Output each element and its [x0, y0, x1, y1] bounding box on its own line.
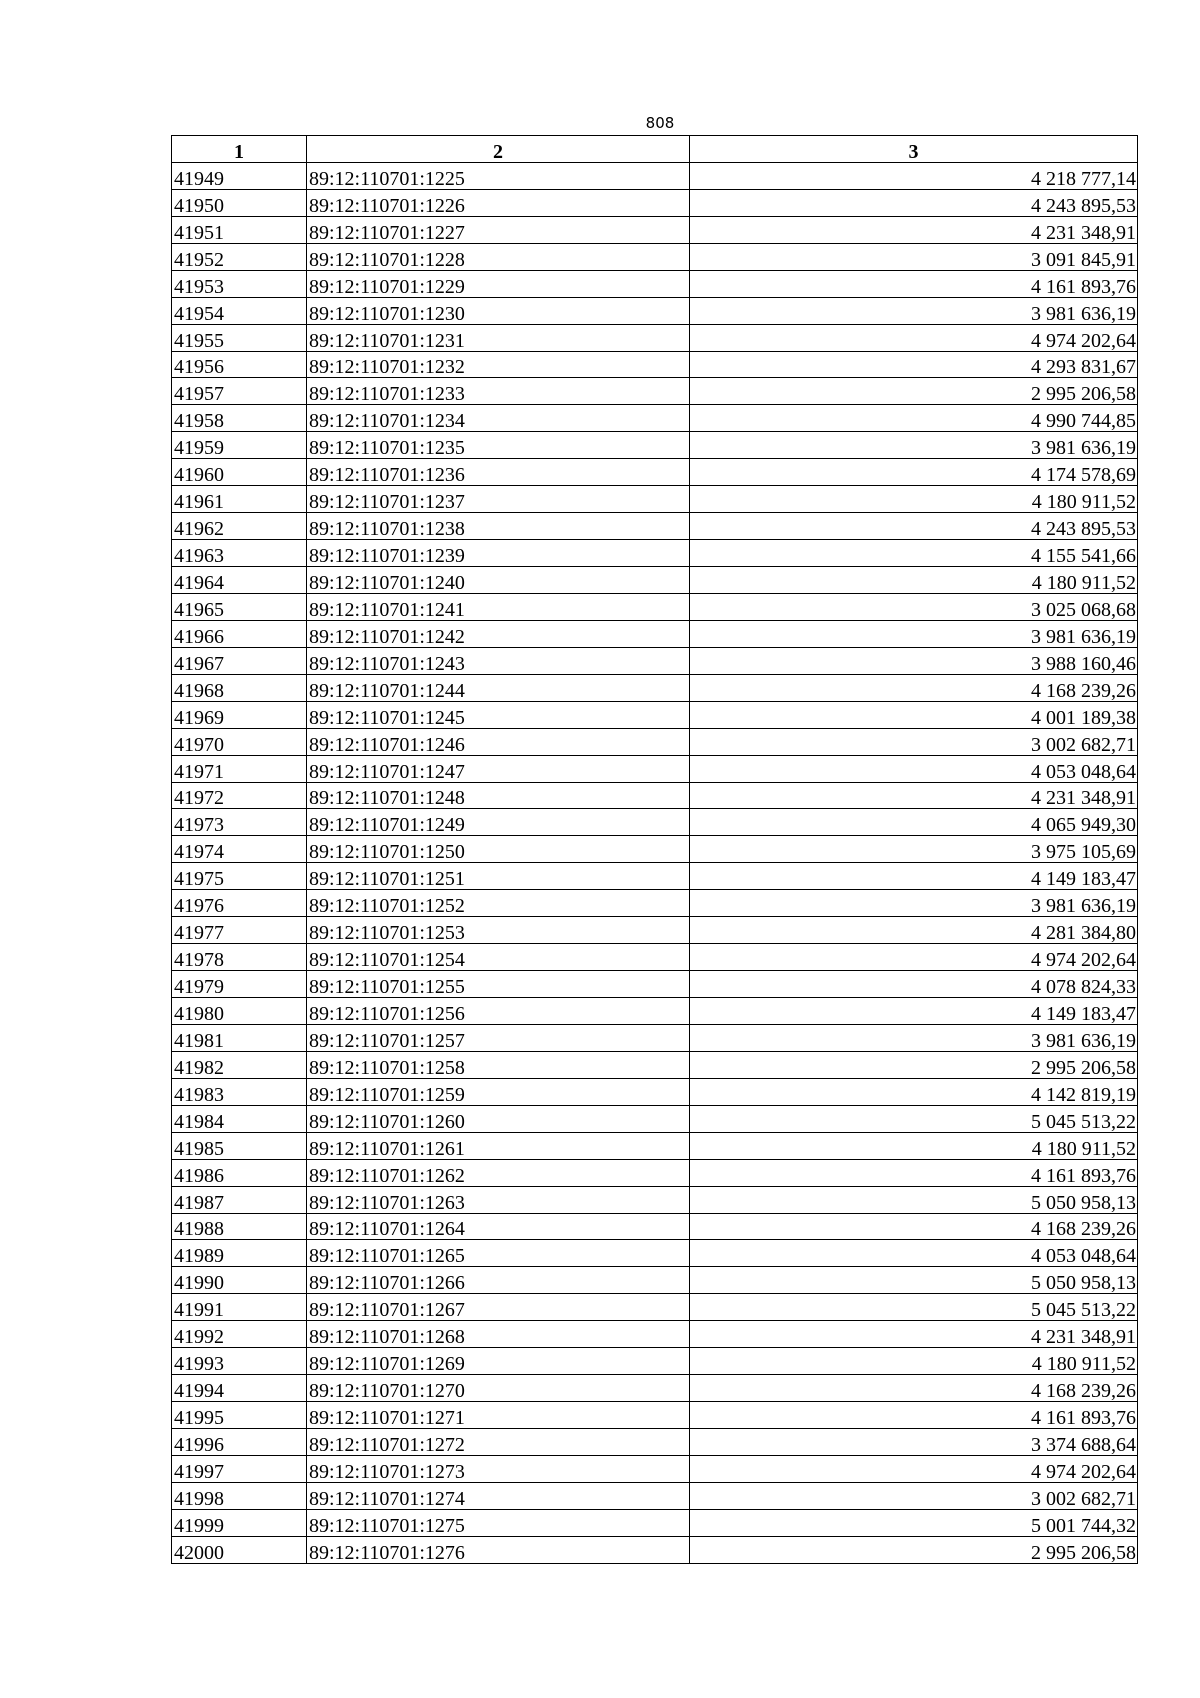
value-cell: 3 981 636,19 — [690, 620, 1138, 647]
value-cell: 4 231 348,91 — [690, 216, 1138, 243]
row-number-cell: 41964 — [172, 567, 307, 594]
row-number-cell: 41985 — [172, 1132, 307, 1159]
cadastral-number-cell: 89:12:110701:1245 — [307, 701, 690, 728]
row-number-cell: 41991 — [172, 1294, 307, 1321]
value-cell: 4 174 578,69 — [690, 459, 1138, 486]
value-cell: 4 142 819,19 — [690, 1078, 1138, 1105]
cadastral-number-cell: 89:12:110701:1264 — [307, 1213, 690, 1240]
value-cell: 4 065 949,30 — [690, 809, 1138, 836]
table-row — [172, 917, 1138, 944]
row-number-cell: 41997 — [172, 1455, 307, 1482]
value-cell: 3 091 845,91 — [690, 243, 1138, 270]
cadastral-number-cell: 89:12:110701:1265 — [307, 1240, 690, 1267]
table-row — [172, 324, 1138, 351]
row-number-cell: 41965 — [172, 593, 307, 620]
row-number-cell: 41953 — [172, 270, 307, 297]
cadastral-number-cell: 89:12:110701:1262 — [307, 1159, 690, 1186]
value-cell: 3 988 160,46 — [690, 647, 1138, 674]
row-number-cell: 41975 — [172, 863, 307, 890]
table-row — [172, 1051, 1138, 1078]
table-row — [172, 432, 1138, 459]
table-row — [172, 1186, 1138, 1213]
row-number-cell: 41954 — [172, 297, 307, 324]
cadastral-number-cell: 89:12:110701:1256 — [307, 998, 690, 1025]
table-body — [172, 162, 1138, 1563]
value-cell: 3 981 636,19 — [690, 1024, 1138, 1051]
table-row — [172, 890, 1138, 917]
value-cell: 5 050 958,13 — [690, 1267, 1138, 1294]
value-cell: 3 981 636,19 — [690, 890, 1138, 917]
table-row — [172, 216, 1138, 243]
table-row — [172, 1482, 1138, 1509]
row-number-cell: 41978 — [172, 944, 307, 971]
value-cell: 5 045 513,22 — [690, 1294, 1138, 1321]
value-cell: 4 974 202,64 — [690, 324, 1138, 351]
row-number-cell: 41957 — [172, 378, 307, 405]
value-cell: 3 374 688,64 — [690, 1429, 1138, 1456]
cadastral-number-cell: 89:12:110701:1274 — [307, 1482, 690, 1509]
header-row — [172, 136, 1138, 163]
value-cell: 4 180 911,52 — [690, 567, 1138, 594]
cadastral-number-cell: 89:12:110701:1266 — [307, 1267, 690, 1294]
table-row — [172, 701, 1138, 728]
value-cell: 4 293 831,67 — [690, 351, 1138, 378]
cadastral-number-cell: 89:12:110701:1232 — [307, 351, 690, 378]
row-number-cell: 41963 — [172, 540, 307, 567]
cadastral-number-cell: 89:12:110701:1258 — [307, 1051, 690, 1078]
table-row — [172, 459, 1138, 486]
row-number-cell: 41952 — [172, 243, 307, 270]
row-number-cell: 41949 — [172, 162, 307, 189]
table-row — [172, 1402, 1138, 1429]
cadastral-number-cell: 89:12:110701:1227 — [307, 216, 690, 243]
value-cell: 4 231 348,91 — [690, 1321, 1138, 1348]
table-row — [172, 1348, 1138, 1375]
row-number-cell: 41971 — [172, 755, 307, 782]
value-cell: 4 243 895,53 — [690, 189, 1138, 216]
cadastral-number-cell: 89:12:110701:1246 — [307, 728, 690, 755]
table-row — [172, 243, 1138, 270]
cadastral-number-cell: 89:12:110701:1225 — [307, 162, 690, 189]
row-number-cell: 42000 — [172, 1536, 307, 1563]
cadastral-number-cell: 89:12:110701:1269 — [307, 1348, 690, 1375]
value-cell: 4 078 824,33 — [690, 971, 1138, 998]
column-header-1: 1 — [172, 136, 307, 163]
value-cell: 4 218 777,14 — [690, 162, 1138, 189]
cadastral-number-cell: 89:12:110701:1234 — [307, 405, 690, 432]
value-cell: 4 053 048,64 — [690, 755, 1138, 782]
table-row — [172, 863, 1138, 890]
value-cell: 4 281 384,80 — [690, 917, 1138, 944]
cadastral-number-cell: 89:12:110701:1271 — [307, 1402, 690, 1429]
value-cell: 3 025 068,68 — [690, 593, 1138, 620]
table-row — [172, 1078, 1138, 1105]
page-number: 808 — [645, 114, 675, 132]
row-number-cell: 41972 — [172, 782, 307, 809]
column-header-2: 2 — [307, 136, 690, 163]
value-cell: 4 990 744,85 — [690, 405, 1138, 432]
value-cell: 3 002 682,71 — [690, 1482, 1138, 1509]
cadastral-number-cell: 89:12:110701:1263 — [307, 1186, 690, 1213]
value-cell: 4 053 048,64 — [690, 1240, 1138, 1267]
value-cell: 3 981 636,19 — [690, 297, 1138, 324]
row-number-cell: 41983 — [172, 1078, 307, 1105]
table-row — [172, 1509, 1138, 1536]
cadastral-number-cell: 89:12:110701:1272 — [307, 1429, 690, 1456]
value-cell: 4 149 183,47 — [690, 998, 1138, 1025]
cadastral-number-cell: 89:12:110701:1242 — [307, 620, 690, 647]
row-number-cell: 41992 — [172, 1321, 307, 1348]
value-cell: 2 995 206,58 — [690, 378, 1138, 405]
table-row — [172, 1321, 1138, 1348]
cadastral-number-cell: 89:12:110701:1238 — [307, 513, 690, 540]
cadastral-number-cell: 89:12:110701:1260 — [307, 1105, 690, 1132]
value-cell: 4 001 189,38 — [690, 701, 1138, 728]
row-number-cell: 41974 — [172, 836, 307, 863]
row-number-cell: 41999 — [172, 1509, 307, 1536]
cadastral-number-cell: 89:12:110701:1239 — [307, 540, 690, 567]
value-cell: 4 243 895,53 — [690, 513, 1138, 540]
row-number-cell: 41986 — [172, 1159, 307, 1186]
table-row — [172, 405, 1138, 432]
table-row — [172, 162, 1138, 189]
table-row — [172, 378, 1138, 405]
table-row — [172, 620, 1138, 647]
cadastral-number-cell: 89:12:110701:1267 — [307, 1294, 690, 1321]
table-row — [172, 1105, 1138, 1132]
value-cell: 4 161 893,76 — [690, 1159, 1138, 1186]
value-cell: 4 231 348,91 — [690, 782, 1138, 809]
value-cell: 4 974 202,64 — [690, 1455, 1138, 1482]
cadastral-number-cell: 89:12:110701:1257 — [307, 1024, 690, 1051]
table-row — [172, 755, 1138, 782]
row-number-cell: 41990 — [172, 1267, 307, 1294]
cadastral-number-cell: 89:12:110701:1235 — [307, 432, 690, 459]
row-number-cell: 41955 — [172, 324, 307, 351]
row-number-cell: 41967 — [172, 647, 307, 674]
table-row — [172, 297, 1138, 324]
value-cell: 2 995 206,58 — [690, 1536, 1138, 1563]
value-cell: 4 180 911,52 — [690, 1348, 1138, 1375]
row-number-cell: 41994 — [172, 1375, 307, 1402]
value-cell: 4 974 202,64 — [690, 944, 1138, 971]
row-number-cell: 41961 — [172, 486, 307, 513]
row-number-cell: 41982 — [172, 1051, 307, 1078]
table-row — [172, 1294, 1138, 1321]
value-cell: 4 168 239,26 — [690, 1375, 1138, 1402]
table-row — [172, 1267, 1138, 1294]
table-row — [172, 1240, 1138, 1267]
cadastral-number-cell: 89:12:110701:1244 — [307, 674, 690, 701]
row-number-cell: 41977 — [172, 917, 307, 944]
registry-table — [171, 135, 1138, 1564]
cadastral-number-cell: 89:12:110701:1233 — [307, 378, 690, 405]
row-number-cell: 41980 — [172, 998, 307, 1025]
table-row — [172, 1159, 1138, 1186]
row-number-cell: 41996 — [172, 1429, 307, 1456]
table-row — [172, 270, 1138, 297]
table-row — [172, 674, 1138, 701]
cadastral-number-cell: 89:12:110701:1230 — [307, 297, 690, 324]
row-number-cell: 41956 — [172, 351, 307, 378]
row-number-cell: 41973 — [172, 809, 307, 836]
table-row — [172, 189, 1138, 216]
cadastral-number-cell: 89:12:110701:1241 — [307, 593, 690, 620]
row-number-cell: 41968 — [172, 674, 307, 701]
table-row — [172, 1024, 1138, 1051]
cadastral-number-cell: 89:12:110701:1249 — [307, 809, 690, 836]
value-cell: 4 168 239,26 — [690, 674, 1138, 701]
row-number-cell: 41966 — [172, 620, 307, 647]
value-cell: 4 180 911,52 — [690, 1132, 1138, 1159]
column-header-3: 3 — [690, 136, 1138, 163]
table-row — [172, 567, 1138, 594]
table-row — [172, 809, 1138, 836]
cadastral-number-cell: 89:12:110701:1270 — [307, 1375, 690, 1402]
row-number-cell: 41976 — [172, 890, 307, 917]
row-number-cell: 41962 — [172, 513, 307, 540]
row-number-cell: 41979 — [172, 971, 307, 998]
cadastral-number-cell: 89:12:110701:1273 — [307, 1455, 690, 1482]
table-row — [172, 1536, 1138, 1563]
table-row — [172, 513, 1138, 540]
row-number-cell: 41970 — [172, 728, 307, 755]
table-row — [172, 647, 1138, 674]
value-cell: 4 149 183,47 — [690, 863, 1138, 890]
cadastral-number-cell: 89:12:110701:1240 — [307, 567, 690, 594]
row-number-cell: 41969 — [172, 701, 307, 728]
table-row — [172, 1213, 1138, 1240]
row-number-cell: 41987 — [172, 1186, 307, 1213]
cadastral-number-cell: 89:12:110701:1254 — [307, 944, 690, 971]
value-cell: 4 180 911,52 — [690, 486, 1138, 513]
value-cell: 4 168 239,26 — [690, 1213, 1138, 1240]
value-cell: 5 050 958,13 — [690, 1186, 1138, 1213]
value-cell: 3 002 682,71 — [690, 728, 1138, 755]
cadastral-number-cell: 89:12:110701:1231 — [307, 324, 690, 351]
cadastral-number-cell: 89:12:110701:1275 — [307, 1509, 690, 1536]
row-number-cell: 41989 — [172, 1240, 307, 1267]
table-row — [172, 486, 1138, 513]
cadastral-number-cell: 89:12:110701:1236 — [307, 459, 690, 486]
table-row — [172, 351, 1138, 378]
cadastral-number-cell: 89:12:110701:1247 — [307, 755, 690, 782]
cadastral-number-cell: 89:12:110701:1261 — [307, 1132, 690, 1159]
value-cell: 5 045 513,22 — [690, 1105, 1138, 1132]
row-number-cell: 41960 — [172, 459, 307, 486]
table-row — [172, 728, 1138, 755]
table-row — [172, 971, 1138, 998]
cadastral-number-cell: 89:12:110701:1253 — [307, 917, 690, 944]
cadastral-number-cell: 89:12:110701:1243 — [307, 647, 690, 674]
value-cell: 4 161 893,76 — [690, 270, 1138, 297]
row-number-cell: 41959 — [172, 432, 307, 459]
table-row — [172, 1132, 1138, 1159]
cadastral-number-cell: 89:12:110701:1226 — [307, 189, 690, 216]
table-row — [172, 1455, 1138, 1482]
table-row — [172, 1375, 1138, 1402]
table-row — [172, 1429, 1138, 1456]
cadastral-number-cell: 89:12:110701:1228 — [307, 243, 690, 270]
cadastral-number-cell: 89:12:110701:1259 — [307, 1078, 690, 1105]
value-cell: 3 975 105,69 — [690, 836, 1138, 863]
value-cell: 4 161 893,76 — [690, 1402, 1138, 1429]
table-row — [172, 944, 1138, 971]
cadastral-number-cell: 89:12:110701:1229 — [307, 270, 690, 297]
row-number-cell: 41950 — [172, 189, 307, 216]
value-cell: 4 155 541,66 — [690, 540, 1138, 567]
row-number-cell: 41998 — [172, 1482, 307, 1509]
table-row — [172, 836, 1138, 863]
table-row — [172, 782, 1138, 809]
table-row — [172, 593, 1138, 620]
cadastral-number-cell: 89:12:110701:1237 — [307, 486, 690, 513]
cadastral-number-cell: 89:12:110701:1250 — [307, 836, 690, 863]
row-number-cell: 41995 — [172, 1402, 307, 1429]
row-number-cell: 41984 — [172, 1105, 307, 1132]
row-number-cell: 41993 — [172, 1348, 307, 1375]
row-number-cell: 41981 — [172, 1024, 307, 1051]
cadastral-number-cell: 89:12:110701:1276 — [307, 1536, 690, 1563]
value-cell: 5 001 744,32 — [690, 1509, 1138, 1536]
row-number-cell: 41988 — [172, 1213, 307, 1240]
row-number-cell: 41951 — [172, 216, 307, 243]
cadastral-number-cell: 89:12:110701:1252 — [307, 890, 690, 917]
table-row — [172, 540, 1138, 567]
cadastral-number-cell: 89:12:110701:1248 — [307, 782, 690, 809]
cadastral-number-cell: 89:12:110701:1251 — [307, 863, 690, 890]
value-cell: 3 981 636,19 — [690, 432, 1138, 459]
value-cell: 2 995 206,58 — [690, 1051, 1138, 1078]
row-number-cell: 41958 — [172, 405, 307, 432]
cadastral-number-cell: 89:12:110701:1255 — [307, 971, 690, 998]
table-row — [172, 998, 1138, 1025]
cadastral-number-cell: 89:12:110701:1268 — [307, 1321, 690, 1348]
